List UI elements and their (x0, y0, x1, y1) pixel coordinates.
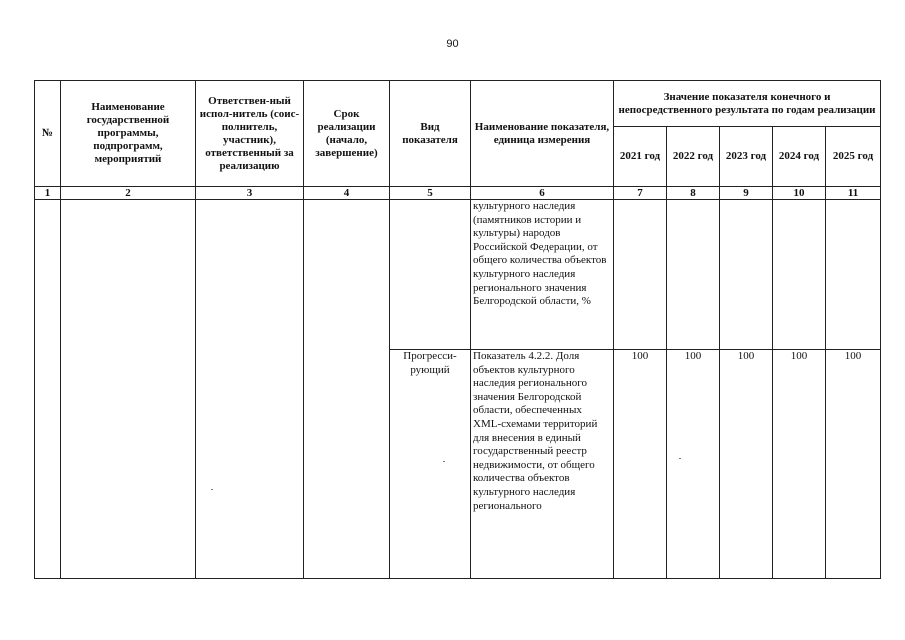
cell-value-2025: 100 (826, 350, 881, 579)
header-indicator-name: Наименование показателя, единица измерения (471, 81, 614, 187)
cell-value-2024: 100 (773, 350, 826, 579)
header-year-2024: 2024 год (773, 127, 826, 187)
column-number: 4 (304, 187, 390, 200)
cell-value-2024 (773, 200, 826, 350)
cell-value-2022: 100 (667, 350, 720, 579)
cell-period (304, 200, 390, 579)
column-number: 5 (390, 187, 471, 200)
header-number: № (35, 81, 61, 187)
header-period: Срок реализации (начало, завершение) (304, 81, 390, 187)
table-row (35, 200, 881, 350)
indicators-table (34, 80, 881, 579)
column-number: 7 (614, 187, 667, 200)
cell-indicator-type: Прогресси-рующий (390, 350, 471, 579)
header-indicator-type: Вид показателя (390, 81, 471, 187)
cell-indicator-name: Показатель 4.2.2. Доля объектов культурного наследия регионального значения Белгородской области, обеспеченных XML-схемами территорий для внесения в единый государственный реестр недвижимости, от общего количества объектов культурного наследия регионального (471, 350, 614, 579)
cell-responsible (196, 200, 304, 579)
column-number: 2 (61, 187, 196, 200)
column-number: 1 (35, 187, 61, 200)
cell-value-2023 (720, 200, 773, 350)
header-year-2023: 2023 год (720, 127, 773, 187)
header-year-2025: 2025 год (826, 127, 881, 187)
column-number: 11 (826, 187, 881, 200)
column-number-row (35, 187, 881, 200)
scan-speck (679, 458, 681, 459)
column-number: 6 (471, 187, 614, 200)
cell-value-2021 (614, 200, 667, 350)
page-number: 90 (446, 38, 459, 50)
column-number: 10 (773, 187, 826, 200)
header-responsible: Ответствен-ный испол-нитель (соис-полнитель, участник), ответственный за реализацию (196, 81, 304, 187)
column-number: 9 (720, 187, 773, 200)
cell-value-2022 (667, 200, 720, 350)
cell-value-2023: 100 (720, 350, 773, 579)
header-year-2022: 2022 год (667, 127, 720, 187)
cell-indicator-type (390, 200, 471, 350)
column-number: 8 (667, 187, 720, 200)
scan-speck (211, 489, 213, 490)
cell-indicator-name: культурного наследия (памятников истории и культуры) народов Российской Федерации, от общего количества объектов культурного наследия регионального значения Белгородской области, % (471, 200, 614, 350)
cell-number (35, 200, 61, 579)
header-year-2021: 2021 год (614, 127, 667, 187)
header-values-group: Значение показателя конечного и непосредственного результата по годам реализации (614, 81, 881, 127)
header-program-name: Наименование государственной программы, подпрограмм, мероприятий (61, 81, 196, 187)
cell-program-name (61, 200, 196, 579)
scan-speck (443, 461, 445, 462)
cell-value-2025 (826, 200, 881, 350)
column-number: 3 (196, 187, 304, 200)
cell-value-2021: 100 (614, 350, 667, 579)
